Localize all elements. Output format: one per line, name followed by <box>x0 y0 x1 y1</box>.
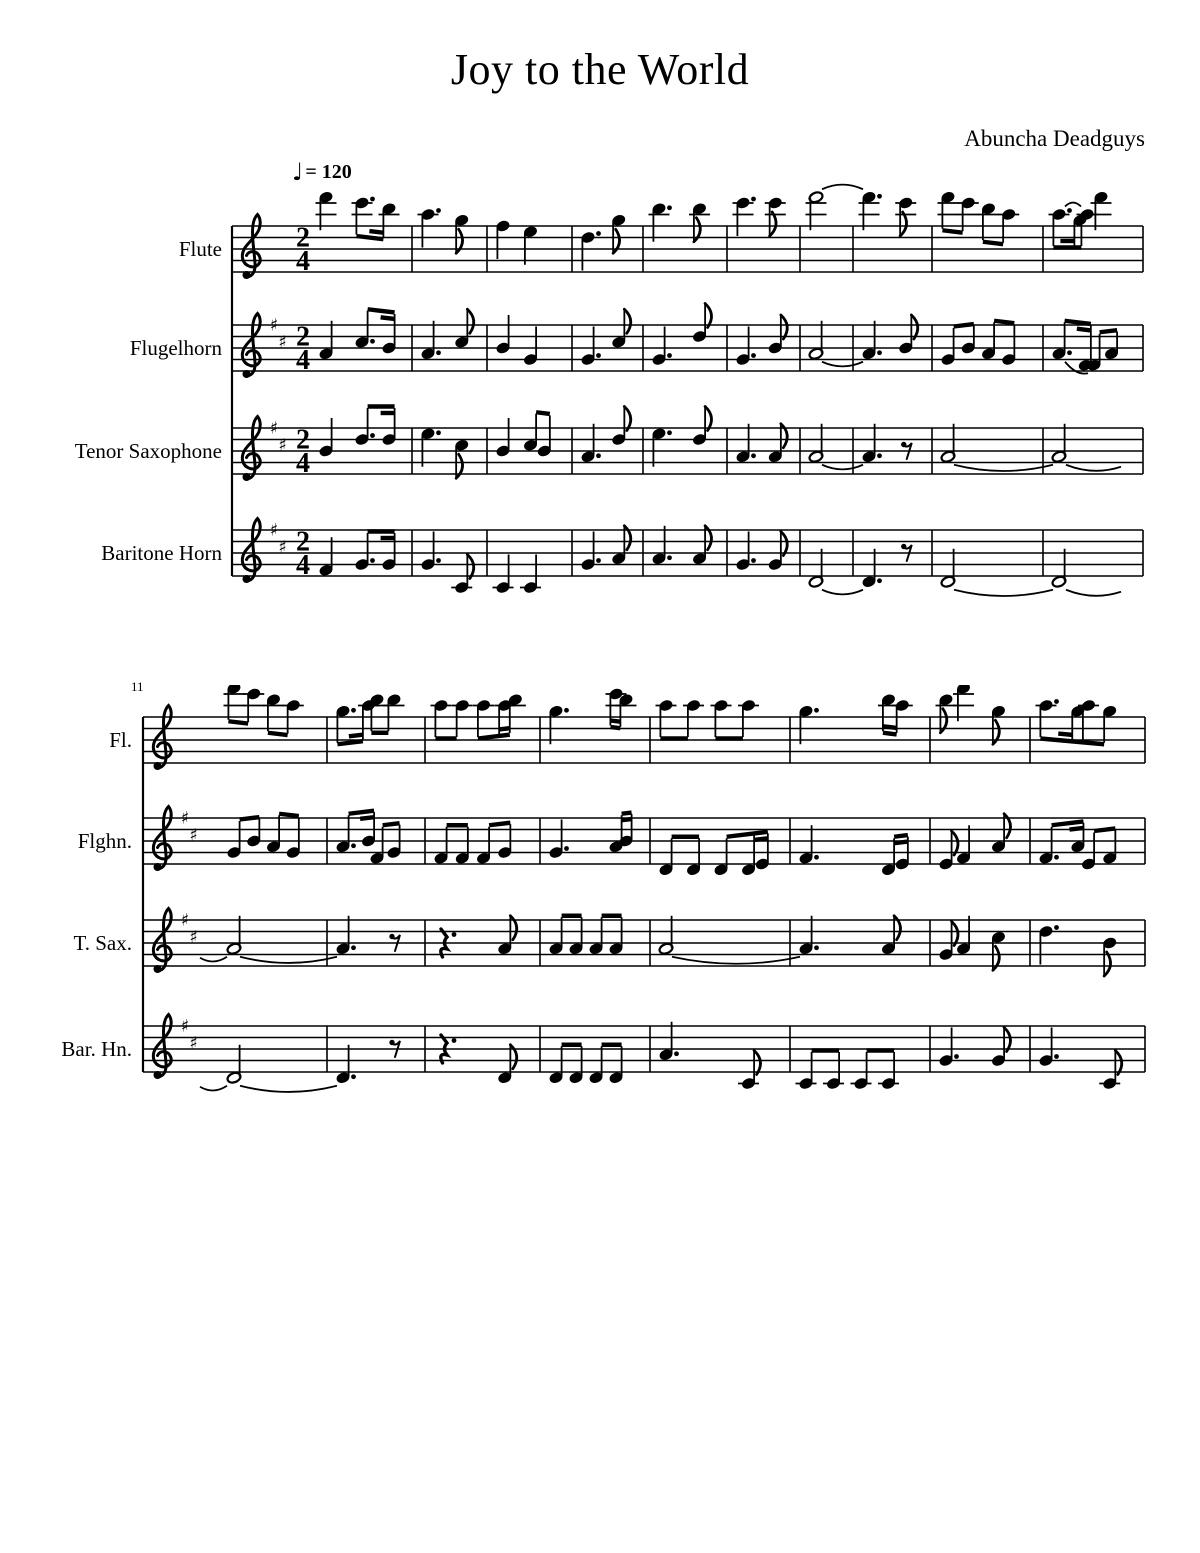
treble-clef-icon <box>153 1015 171 1077</box>
time-signature: 4 <box>296 448 310 479</box>
eighth-flag-icon <box>1004 1028 1010 1052</box>
staff-baritone-horn <box>232 519 1143 594</box>
tie <box>822 185 863 190</box>
measure <box>336 916 400 955</box>
sharp-icon: ♯ <box>189 927 198 948</box>
beam <box>536 412 550 414</box>
tie <box>240 1086 337 1092</box>
measure <box>1039 821 1117 870</box>
measure <box>336 1040 400 1084</box>
treble-clef-icon <box>153 807 171 869</box>
treble-clef-icon <box>242 417 260 479</box>
measure <box>658 916 674 956</box>
measure <box>549 1045 624 1084</box>
beam <box>279 814 299 816</box>
measure <box>936 685 1006 744</box>
beam <box>983 242 1003 244</box>
instrument-label-tenor-saxophone: Tenor Saxophone <box>74 439 222 463</box>
eighth-flag-icon <box>624 309 630 333</box>
measure-number: 11 <box>131 679 144 694</box>
time-signature: 4 <box>296 246 310 277</box>
eighth-flag-icon <box>1104 952 1110 976</box>
measure <box>319 407 397 458</box>
tie <box>240 957 337 963</box>
staff-flute <box>232 191 1143 279</box>
beam <box>994 321 1014 323</box>
time-signature: 2 <box>296 424 310 456</box>
beam <box>489 823 510 826</box>
time-signature: 2 <box>296 526 310 558</box>
beam <box>1094 828 1115 831</box>
sharp-icon: ♯ <box>180 808 190 829</box>
beam <box>368 309 395 312</box>
time-signature: 4 <box>296 550 310 581</box>
measure <box>808 549 824 589</box>
measure <box>1036 699 1118 744</box>
measure <box>319 309 397 360</box>
measure <box>659 1022 761 1090</box>
measure <box>441 916 517 957</box>
treble-clef-icon <box>242 314 260 376</box>
beam <box>894 835 908 837</box>
treble-clef-icon <box>242 215 260 277</box>
eighth-flag-icon <box>467 555 473 579</box>
sharp-icon: ♯ <box>278 537 287 558</box>
measure <box>336 693 405 744</box>
tie <box>1065 203 1081 207</box>
measure <box>418 208 470 253</box>
measure <box>806 191 827 231</box>
measure <box>940 549 956 589</box>
eighth-flag-icon <box>781 532 787 556</box>
sharp-icon: ♯ <box>278 332 287 353</box>
measure <box>581 407 631 464</box>
measure <box>799 916 901 955</box>
tempo-text: = 120 <box>305 161 352 183</box>
beam <box>954 324 974 326</box>
score-title: Joy to the World <box>450 45 750 94</box>
measure <box>319 532 397 577</box>
eighth-flag-icon <box>705 304 711 328</box>
eighth-flag-icon <box>1115 1051 1121 1075</box>
measure <box>938 191 1020 244</box>
measure <box>862 544 912 588</box>
tie <box>672 957 800 964</box>
measure <box>1051 549 1067 589</box>
beam <box>610 727 620 728</box>
measure <box>549 916 624 955</box>
beam <box>942 230 962 232</box>
instrument-label-flute: Flute <box>178 237 222 261</box>
measure <box>1039 925 1117 976</box>
sharp-icon: ♯ <box>269 520 279 541</box>
eighth-flag-icon <box>781 315 787 339</box>
measure <box>656 699 760 738</box>
system-2 <box>0 685 1200 1140</box>
measure <box>496 315 538 366</box>
beam <box>228 721 248 723</box>
sharp-icon: ♯ <box>189 1033 198 1054</box>
time-signature: 2 <box>296 321 310 353</box>
instrument-label-baritone-horn: Baritone Horn <box>101 541 222 565</box>
measure <box>799 693 913 744</box>
time-signature: 2 <box>296 222 310 254</box>
system-1 <box>0 180 1200 635</box>
tie <box>822 590 863 595</box>
eighth-flag-icon <box>467 309 473 333</box>
measure <box>733 197 786 236</box>
eighth-flag-icon <box>911 315 917 339</box>
tie <box>822 465 863 470</box>
measure <box>799 825 910 876</box>
treble-clef-icon <box>242 519 260 581</box>
sharp-icon: ♯ <box>180 910 190 931</box>
beam <box>349 811 375 814</box>
instrument-label-fl-abbrev: Fl. <box>109 728 132 752</box>
sharp-icon: ♯ <box>278 435 287 456</box>
beam <box>883 733 897 735</box>
measure <box>441 1035 517 1084</box>
tie <box>954 465 1053 471</box>
measure <box>652 526 712 565</box>
eighth-flag-icon <box>900 212 906 236</box>
measure <box>431 693 526 738</box>
tie <box>1066 590 1121 596</box>
measure <box>336 811 402 865</box>
measure <box>796 1051 900 1090</box>
measure <box>421 427 469 478</box>
measure <box>581 309 631 366</box>
measure <box>226 916 242 956</box>
measure <box>421 309 474 360</box>
instrument-label-flugelhorn: Flugelhorn <box>129 336 222 360</box>
sharp-icon: ♯ <box>180 1016 190 1037</box>
measure <box>581 214 626 271</box>
beam <box>1052 821 1084 825</box>
treble-clef-icon <box>153 706 171 768</box>
measure <box>862 424 912 463</box>
beam <box>356 236 383 239</box>
staff-flugelhorn <box>232 304 1143 379</box>
measure <box>226 1045 242 1085</box>
staff-bar-hn- <box>143 1015 1145 1090</box>
measure <box>652 407 712 467</box>
sharp-icon: ♯ <box>189 825 198 846</box>
measure <box>649 202 711 241</box>
instrument-label-tsax-abbrev: T. Sax. <box>73 931 132 955</box>
beam <box>478 735 510 739</box>
measure <box>224 685 304 735</box>
eighth-flag-icon <box>624 407 630 431</box>
measure <box>493 555 542 594</box>
measure <box>316 191 400 239</box>
measure <box>549 688 637 745</box>
instrument-label-barhn-abbrev: Bar. Hn. <box>61 1037 132 1061</box>
quarter-note-icon: ♩ <box>292 158 304 186</box>
eighth-flag-icon <box>770 212 776 236</box>
measure <box>1049 191 1112 248</box>
beam <box>1100 330 1118 332</box>
tie <box>200 957 227 962</box>
treble-clef-icon <box>153 909 171 971</box>
measure <box>736 315 788 366</box>
sharp-icon: ♯ <box>269 418 279 439</box>
staff-flghn- <box>143 807 1145 877</box>
beam <box>383 823 400 825</box>
time-signature: 4 <box>296 345 310 376</box>
measure <box>862 315 918 360</box>
eighth-flag-icon <box>754 1051 760 1075</box>
sharp-icon: ♯ <box>269 315 279 336</box>
composer-credit: Abuncha Deadguys <box>964 126 1145 151</box>
measure <box>1051 424 1067 464</box>
beam <box>1065 321 1091 324</box>
beam <box>268 733 288 735</box>
measure <box>940 424 956 464</box>
staff-fl- <box>143 685 1145 770</box>
measure <box>659 832 770 876</box>
measure <box>736 424 788 463</box>
tie <box>1066 465 1121 471</box>
measure <box>808 424 824 464</box>
beam <box>240 817 260 819</box>
staff-tenor-saxophone <box>232 407 1143 482</box>
beam <box>337 741 363 744</box>
instrument-label-flghn-abbrev: Flghn. <box>77 829 132 853</box>
eighth-flag-icon <box>952 922 958 946</box>
beam <box>622 813 632 814</box>
tie <box>954 590 1053 596</box>
beam <box>727 832 768 837</box>
eighth-flag-icon <box>952 831 958 855</box>
tie <box>822 362 863 367</box>
staff-t-sax- <box>143 909 1145 977</box>
tie <box>200 1086 227 1091</box>
measure <box>652 304 712 366</box>
measure <box>939 814 1011 871</box>
measure <box>859 191 917 236</box>
measure <box>1052 321 1119 372</box>
eighth-flag-icon <box>705 407 711 431</box>
measure <box>808 321 824 361</box>
